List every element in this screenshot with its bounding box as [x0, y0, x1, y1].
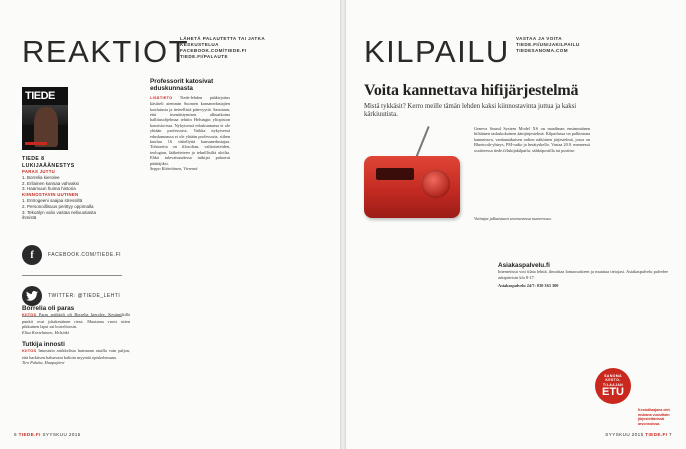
section-note: [180, 36, 265, 60]
facebook-icon: f: [22, 245, 42, 265]
contest-link[interactable]: TIEDE.FI/UNIJAKILPAILU: [516, 42, 580, 47]
letter-title: Tutkija innosti: [22, 341, 65, 349]
letter-signature: Tiro Puluha, Haapajärvi: [22, 360, 65, 366]
badge-caption: Kestotilaajana olet mukana vuosittain järjestettävissä arvonnoissa.: [638, 408, 670, 426]
twitter-promo[interactable]: [22, 286, 121, 306]
kestotilaajan-etu-badge: SANOMA KESTO- TILAAJAN ETU: [595, 368, 631, 404]
contest-deck: Mistä tykkäsit? Kerro meille tämän lehden kaksi kiinnostavinta juttua ja kaksi kärkiuutista.: [364, 103, 577, 119]
poll-item: 1. Entrogeeni saajaa stressiltä: [22, 197, 83, 203]
radio-knob-icon: [422, 170, 450, 198]
section-title-reaktiot: REAKTIOT: [22, 34, 190, 69]
left-page: [0, 0, 340, 449]
folio-left: 6 TIEDE.FI SYYSKUU 2015: [14, 432, 81, 437]
contest-headline: Voita kannettava hifijärjestelmä: [364, 82, 579, 99]
letter-lead: KIITOS: [22, 313, 37, 318]
poll-item: 2. Personoillisuus perittyy oppimalla: [22, 203, 94, 209]
article-lead: LISÄTIETO: [150, 95, 173, 100]
customer-service-body: Internetissä voit tilata lehtiä, ilmoittaa lomaosoitteen ja muuttaa tietojasi. Asiakaspalvelu palvelee arkipäivisin klo 8-17.: [498, 269, 668, 280]
facebook-link[interactable]: FACEBOOK.COM/TIEDE.FI: [180, 48, 247, 53]
poll-item: 3. Tekoälyn valio vastaa nelivuotiasta ihmistä: [22, 209, 96, 221]
poll-item: 1. Borrelia kierolee: [22, 174, 60, 180]
letter-signature: Elisa Kortelainen, Helsinki: [22, 329, 69, 335]
customer-service-title: Asiakaspalvelu.fi: [498, 262, 550, 269]
article-column: [150, 78, 230, 172]
poll-item: 2. Erilainen kansaa vahvaksi: [22, 180, 80, 186]
section-note-line1: LÄHETÄ PALAUTETTA TAI JATKA: [180, 36, 266, 41]
letter-body: KIITOS Paras artikkeli oli Borrelia kierolee. Kesämökillä punkit ovat jokakesäinen riesa. Muutama vuosi sitten pikkuinen lapsi sai borrelioosin.: [22, 312, 130, 330]
twitter-bird-icon: [22, 286, 42, 306]
poll-item: 3. Haamuun huima historia: [22, 186, 76, 192]
page-number: 7: [669, 432, 672, 437]
folio-right: SYYSKUU 2015 TIEDE.FI 7: [605, 432, 672, 437]
letter-body: KIITOS Innostuin artikkelista hairmaan asialla vain paljon, että harkitsen haluavani kaltoin myyntiä opiskelemaan.: [22, 348, 131, 360]
publisher-link[interactable]: TIEDESANOMA.COM: [516, 48, 568, 53]
contest-body: Geneva Sound System Model XS on maailman ensimmäinen hifiäänen taskukokoinen äänijärjestelmä. Kilpailussa on palkintona kannettava, vanhanaikaisen radion näköinen järjestelmä, jossa on Bluetooth-yhteys, FM-radio ja herätyskello. Vastaa 20.9. mennessä osoitteessa tiede.fi/lukijakilpailu, sähköpostilla tai postitse.: [474, 126, 590, 153]
letter-title: Borrelia oli paras: [22, 305, 75, 312]
magazine-cover-thumbnail: [22, 87, 68, 150]
article-title: Professorit katosivat eduskunnasta: [150, 78, 214, 93]
customer-service-phone[interactable]: Asiakaspalvelu 24/7: 030 363 300: [498, 283, 559, 289]
poll-group1-label: PARAS JUTTU: [22, 169, 56, 174]
section-title-kilpailu: KILPAILU: [364, 34, 510, 69]
article-body: LISÄTIETO Tiede-lehden pääkirjoitus käsitteli aiemmin Suomen kansanedustajien koulutusta ja tieteellistä pätevyyttä. Sanotaan, että itsenäistymisen alkuaikoina hallitusohjelmaa tehtiin Helsingin yliopiston konsistorissa. Nykyisessä eduskunnassa ei ole yhtään professoria. Vaikka nykyisessä eduskunnassa ei ole yhtään professoria, siihen kuuluu 16 väitellyttä kansanedustajaa. Tohtoreita on filosofian, valtiotieteiden, teologian, lääketieteen ja teknillisiltä aloilta. Ehkä tulevaisuudessa tutkijat palaavat päättäjiksi.: [150, 94, 230, 166]
radio-product-image: [360, 124, 462, 234]
section-note-line1: VASTAA JA VOITA: [516, 36, 562, 41]
contest-caption: Voittajat julkaistaan seuraavassa numerossa.: [474, 216, 552, 221]
page-number: 6: [14, 432, 17, 437]
twitter-label[interactable]: TWITTER: @TIEDE_LEHTI: [48, 293, 121, 300]
poll-results: [22, 169, 98, 221]
poll-title: TIEDE 8 LUKIJAÄÄNESTYS: [22, 156, 75, 169]
letter-lead: KIITOS: [22, 349, 37, 354]
poll-group2-label: KIINNOSTAVIN UUTINEN: [22, 192, 79, 198]
facebook-promo[interactable]: [22, 245, 122, 265]
magazine-logo: TIEDE: [25, 90, 55, 102]
letters-column-left: [22, 305, 130, 366]
feedback-link[interactable]: TIEDE.FI/PALAUTE: [180, 54, 228, 59]
customer-service-column: [498, 262, 668, 289]
facebook-label[interactable]: FACEBOOK.COM/TIEDE.FI: [48, 252, 122, 259]
sidebar: [22, 87, 122, 317]
section-note: [516, 36, 580, 54]
section-note-line2: KESKUSTELUA: [180, 42, 219, 47]
article-signature: Seppo Kääriäinen, Vieremä: [150, 166, 198, 172]
